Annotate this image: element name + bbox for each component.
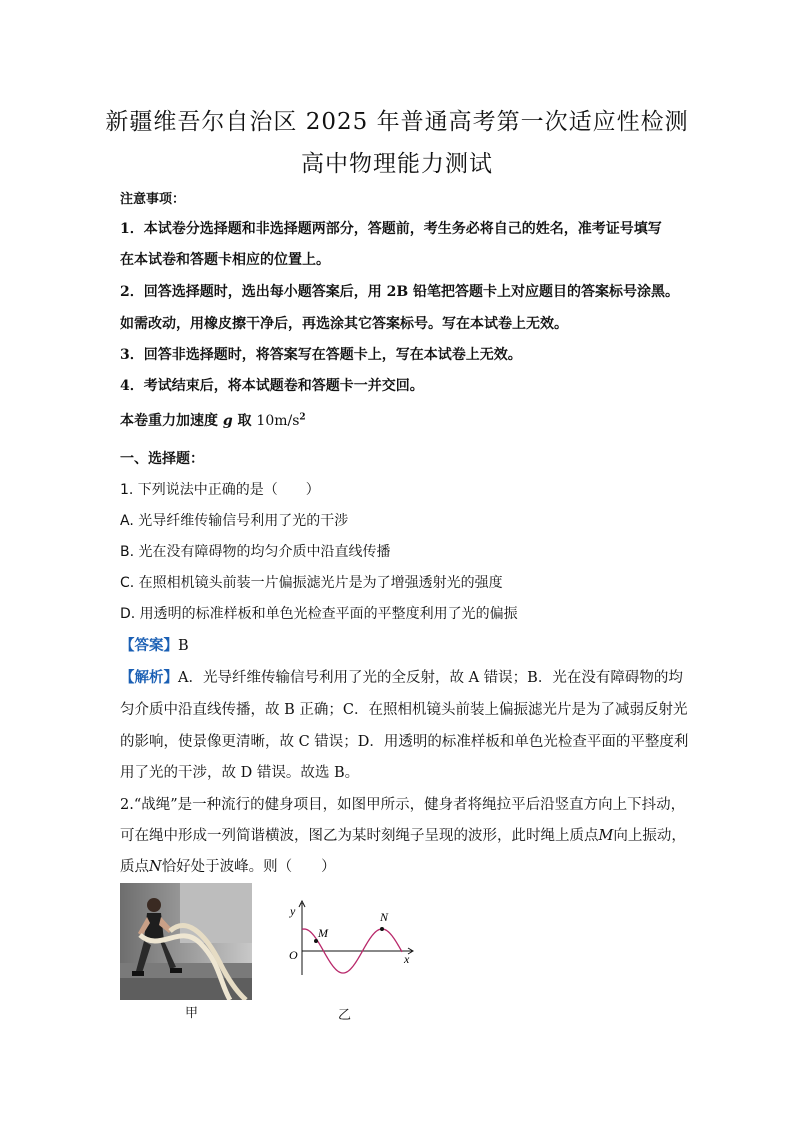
q2-stem-3 bbox=[120, 855, 336, 876]
q1-option-a: A. 光导纤维传输信号利用了光的干涉 bbox=[120, 513, 349, 529]
analysis-tag: 【解析】 bbox=[120, 669, 178, 686]
gravity-exponent: 2 bbox=[299, 412, 306, 423]
q2-stem-2b: 向上振动， bbox=[613, 828, 686, 844]
notice-item-2a: 2．回答选择题时，选出每小题答案后，用 2B 铅笔把答题卡上对应题目的答案标号涂黑。 bbox=[120, 284, 680, 300]
exam-subtitle: 高中物理能力测试 bbox=[301, 151, 493, 177]
q2-stem-3a: 质点 bbox=[120, 859, 149, 875]
gravity-prefix: 本卷重力加速度 bbox=[120, 413, 218, 429]
section-heading: 一、选择题： bbox=[120, 451, 204, 467]
point-n bbox=[380, 927, 384, 931]
caption-jia: 甲 bbox=[185, 1006, 199, 1021]
analysis-text-1: A．光导纤维传输信号利用了光的全反射，故 A 错误；B．光在没有障碍物的均 bbox=[178, 670, 683, 686]
q2-point-m: M bbox=[598, 828, 614, 844]
y-axis-label: y bbox=[290, 904, 296, 918]
notice-item-3: 3．回答非选择题时，将答案写在答题卡上，写在本试卷上无效。 bbox=[120, 347, 522, 363]
q1-analysis-1 bbox=[120, 666, 683, 687]
wave-graph bbox=[280, 895, 420, 980]
battle-rope-photo bbox=[120, 883, 252, 1000]
gravity-value: 10m/s bbox=[256, 413, 300, 429]
answer-tag: 【答案】 bbox=[120, 637, 178, 654]
label-n: N bbox=[380, 910, 389, 924]
q2-stem-2a: 可在绳中形成一列简谐横波，图乙为某时刻绳子呈现的波形，此时绳上质点 bbox=[120, 828, 599, 844]
q1-option-b: B. 光在没有障碍物的均匀介质中沿直线传播 bbox=[120, 544, 391, 560]
q2-stem-1: 2.“战绳”是一种流行的健身项目，如图甲所示，健身者将绳拉平后沿竖直方向上下抖动， bbox=[120, 797, 686, 813]
q2-stem-3b: 恰好处于波峰。则（ ） bbox=[161, 859, 336, 875]
exam-title: 新疆维吾尔自治区 2025 年普通高考第一次适应性检测 bbox=[105, 109, 689, 135]
gravity-mid: 取 bbox=[237, 413, 252, 429]
q1-analysis-4: 用了光的干涉，故 D 错误。故选 B。 bbox=[120, 765, 360, 781]
notice-item-1b: 在本试卷和答题卡相应的位置上。 bbox=[120, 252, 330, 268]
q1-stem: 1. 下列说法中正确的是（ ） bbox=[120, 482, 320, 498]
answer-value: B bbox=[178, 638, 189, 654]
q2-point-n: N bbox=[149, 859, 162, 875]
q1-analysis-3: 的影响，使景像更清晰，故 C 错误；D．用透明的标准样板和单色光检查平面的平整度利 bbox=[120, 734, 689, 750]
gravity-symbol: g bbox=[222, 413, 233, 429]
notice-item-2b: 如需改动，用橡皮擦干净后，再选涂其它答案标号。写在本试卷上无效。 bbox=[120, 316, 568, 332]
label-m: M bbox=[318, 926, 328, 940]
q1-option-c: C. 在照相机镜头前装一片偏振滤光片是为了增强透射光的强度 bbox=[120, 575, 503, 591]
x-axis-label: x bbox=[404, 952, 410, 966]
q1-answer bbox=[120, 634, 189, 655]
notice-item-1a: 1．本试卷分选择题和非选择题两部分，答题前，考生务必将自己的姓名，准考证号填写 bbox=[120, 221, 662, 237]
gravity-note bbox=[120, 410, 306, 430]
notice-item-4: 4．考试结束后，将本试题卷和答题卡一并交回。 bbox=[120, 378, 424, 394]
q1-option-d: D. 用透明的标准样板和单色光检查平面的平整度利用了光的偏振 bbox=[120, 606, 518, 622]
origin-label: O bbox=[289, 948, 298, 962]
caption-yi: 乙 bbox=[338, 1008, 352, 1023]
q2-stem-2 bbox=[120, 824, 686, 845]
q1-analysis-2: 匀介质中沿直线传播，故 B 正确；C．在照相机镜头前装上偏振滤光片是为了减弱反射光 bbox=[120, 702, 688, 718]
notice-heading: 注意事项： bbox=[120, 192, 186, 207]
